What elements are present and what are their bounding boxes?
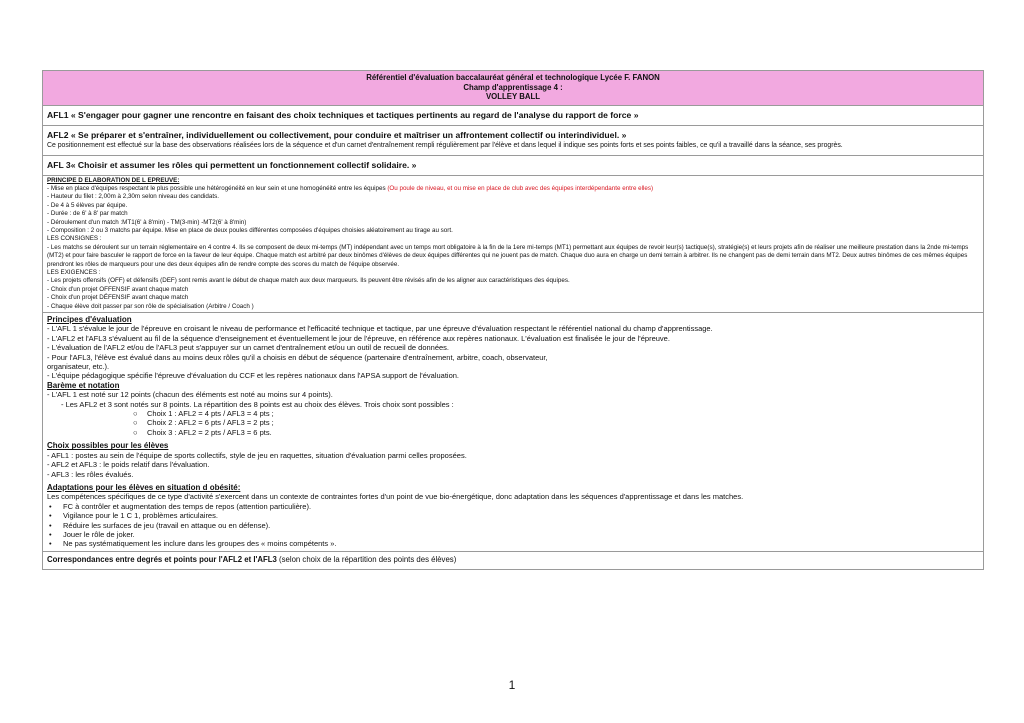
afl1-row: AFL1 « S'engager pour gagner une rencontre en faisant des choix techniques et tactiques pertinents au regard de l'analyse du rapport de force » [43, 106, 983, 126]
choix-line: - AFL2 et AFL3 : le poids relatif dans l'évaluation. [47, 460, 210, 470]
afl2-title: AFL2 « Se préparer et s'entraîner, individuellement ou collectivement, pour conduire et maîtriser un affrontement collectif ou interindividuel. » [47, 129, 627, 140]
afl2-row [43, 126, 983, 156]
dot-bullet-icon: • [49, 511, 52, 521]
principe-line: - Déroulement d'un match :MT1(6' à 8'min) - TM(3-min) -MT2(6' à 8'min) [47, 218, 247, 226]
dot-bullet-icon: • [49, 501, 52, 511]
bareme-heading: Barème et notation [47, 380, 120, 390]
page-number: 1 [508, 678, 516, 692]
adaptations-heading: Adaptations pour les élèves en situation d obésité: [47, 482, 241, 492]
choice-item [47, 428, 979, 437]
bareme-line: - Les AFL2 et 3 sont notés sur 8 points. La répartition des 8 points est au choix des élèves. Trois choix sont possibles : [61, 399, 454, 409]
principe-line: - Hauteur du filet : 2,00m à 2,30m selon niveau des candidats. [47, 193, 219, 201]
correspondances-row [43, 552, 983, 569]
evaluation-line: - L'évaluation de l'AFL2 et/ou de l'AFL3 peut s'appuyer sur un carnet d'entraînement et/ou un outil de recueil de données. [47, 343, 450, 353]
adaptation-item [47, 502, 979, 511]
principe-line: - Durée : de 6' à 8' par match [47, 210, 128, 218]
choix-line: - AFL3 : les rôles évalués. [47, 469, 134, 479]
adaptation-text: FC à contrôler et augmentation des temps de repos (attention particulière). [63, 501, 312, 511]
exigences-line: - Chaque élève doit passer par son rôle de spécialisation (Arbitre / Coach ) [47, 302, 254, 310]
circle-bullet-icon: ○ [133, 409, 138, 419]
adaptation-item [47, 539, 979, 548]
evaluation-line: - L'équipe pédagogique spécifie l'épreuve d'évaluation du CCF et les repères nationaux dans l'APSA support de l'évaluation. [47, 371, 460, 381]
choice-text: Choix 2 : AFL2 = 6 pts / AFL3 = 2 pts ; [147, 418, 274, 428]
exigences-line: - Choix d'un projet OFFENSIF avant chaque match [47, 285, 189, 293]
header-subtitle: Champ d'apprentissage 4 : [463, 82, 563, 92]
adaptation-item [47, 521, 979, 530]
evaluation-line: - L'AFL 1 s'évalue le jour de l'épreuve en croisant le niveau de performance et l'efficacité technique et tactique, par une épreuve d'évaluation respectant le référentiel national du champ d'apprentissage. [47, 324, 713, 334]
bareme-line: - L'AFL 1 est noté sur 12 points (chacun des éléments est noté au moins sur 4 points). [47, 390, 333, 400]
adaptations-intro: Les compétences spécifiques de ce type d'activité s'exercent dans un contexte de contraintes fortes d'un point de vue bio-énergétique, donc adaptation dans les séquences d'apprentissage et dans les matches. [47, 492, 744, 502]
principe-line: - De 4 à 5 élèves par équipe. [47, 201, 128, 209]
afl2-description: Ce positionnement est effectué sur la base des observations réalisées lors de la séquence et d'un carnet d'entraînement rempli régulièrement par l'élève et dans lequel il indique ses points forts et ses points faibles, ce qu'il a travaillé dans la séance, ses progrès. [47, 141, 843, 149]
choice-text: Choix 1 : AFL2 = 4 pts / AFL3 = 4 pts ; [147, 409, 274, 419]
circle-bullet-icon: ○ [133, 418, 138, 428]
header-activity: VOLLEY BALL [485, 92, 540, 101]
dot-bullet-icon: • [49, 529, 52, 539]
principe-heading: PRINCIPE D ELABORATION DE L EPREUVE: [47, 176, 180, 184]
correspondances-title: Correspondances entre degrés et points pour l'AFL2 et l'AFL3 [47, 554, 277, 564]
choix-line: - AFL1 : postes au sein de l'équipe de sports collectifs, style de jeu en raquettes, situation d'évaluation parmi celles proposées. [47, 450, 467, 460]
circle-bullet-icon: ○ [133, 427, 138, 437]
consignes-heading: LES CONSIGNES : [47, 235, 102, 243]
adaptation-text: Réduire les surfaces de jeu (travail en attaque ou en défense). [63, 520, 271, 530]
header-title: Référentiel d'évaluation baccalauréat général et technologique Lycée F. FANON [366, 73, 660, 82]
adaptation-text: Vigilance pour le 1 C 1, problèmes articulaires. [63, 511, 218, 521]
adaptation-item [47, 530, 979, 539]
principe-line-text: - Mise en place d'équipes respectant le plus possible une hétérogénéité en leur sein et une homogénéité entre les équipes [47, 184, 388, 192]
afl3-row: AFL 3« Choisir et assumer les rôles qui permettent un fonctionnement collectif solidaire. » [43, 156, 983, 176]
evaluation-heading: Principes d'évaluation [47, 315, 132, 324]
dot-bullet-icon: • [49, 539, 52, 549]
principe-line [47, 185, 979, 193]
adaptation-item [47, 511, 979, 520]
evaluation-referential-table [42, 70, 984, 570]
adaptation-text: Jouer le rôle de joker. [63, 529, 135, 539]
evaluation-line: - Pour l'AFL3, l'élève est évalué dans au moins deux rôles qu'il a choisis en début de séquence (partenaire d'entraînement, arbitre, coach, observateur, [47, 352, 548, 362]
choice-item [47, 409, 979, 418]
principe-section [43, 176, 983, 314]
dot-bullet-icon: • [49, 520, 52, 530]
document-header [43, 71, 983, 106]
consignes-text: - Les matchs se déroulent sur un terrain réglementaire en 4 contre 4. Ils se composent de deux mi-temps (MT) indépendant avec un temps mort obligatoire à la fin de la 1ere mi-temps (MT1) permettant aux équipes de revoir leur(s) tactique(s), stratégie(s) et leurs projets afin de réaliser une meilleure prestation dans la 2nde mi-temps (MT2) et pour faire basculer le rapport de force en la faveur de leur équipe. Chaque match est arbitré par deux binômes d'élèves de deux équipes différentes qui ne jouent pas de match. Chaque duo aura en charge un demi terrain à arbitrer. Ils ne changent pas de demi terrain dans MT2. Deux autres binômes de ces mêmes équipes prendront les rôles de marqueurs pour une des deux équipes afin de rendre compte des scores du match de l'équipe observée. [47, 243, 969, 268]
exigences-heading: LES EXIGENCES : [47, 268, 101, 276]
evaluation-line: organisateur, etc.). [47, 362, 110, 372]
principe-line: - Composition : 2 ou 3 matchs par équipe. Mise en place de deux poules différentes composées d'équipes choisies aléatoirement au tirage au sort. [47, 226, 453, 234]
adaptation-text: Ne pas systématiquement les inclure dans les groupes des « moins compétents ». [63, 539, 337, 549]
exigences-line: - Les projets offensifs (OFF) et défensifs (DEF) sont remis avant le début de chaque match aux deux marqueurs. Ils peuvent être révisés afin de les aligner aux caractéristiques des équipes. [47, 277, 570, 285]
choix-heading: Choix possibles pour les élèves [47, 441, 169, 451]
correspondances-note: (selon choix de la répartition des points des élèves) [276, 554, 457, 564]
principe-line-red: (Ou poule de niveau, et ou mise en place de club avec des équipes interdépendante entre elles) [387, 184, 654, 192]
evaluation-line: - L'AFL2 et l'AFL3 s'évaluent au fil de la séquence d'enseignement et éventuellement le jour de l'épreuve, en référence aux repères nationaux. L'évaluation est finalisée le jour de l'épreuve. [47, 333, 670, 343]
exigences-line: - Choix d'un projet DÉFENSIF avant chaque match [47, 294, 189, 302]
evaluation-section [43, 313, 983, 552]
choice-text: Choix 3 : AFL2 = 2 pts / AFL3 = 6 pts. [147, 427, 272, 437]
choice-item [47, 418, 979, 427]
